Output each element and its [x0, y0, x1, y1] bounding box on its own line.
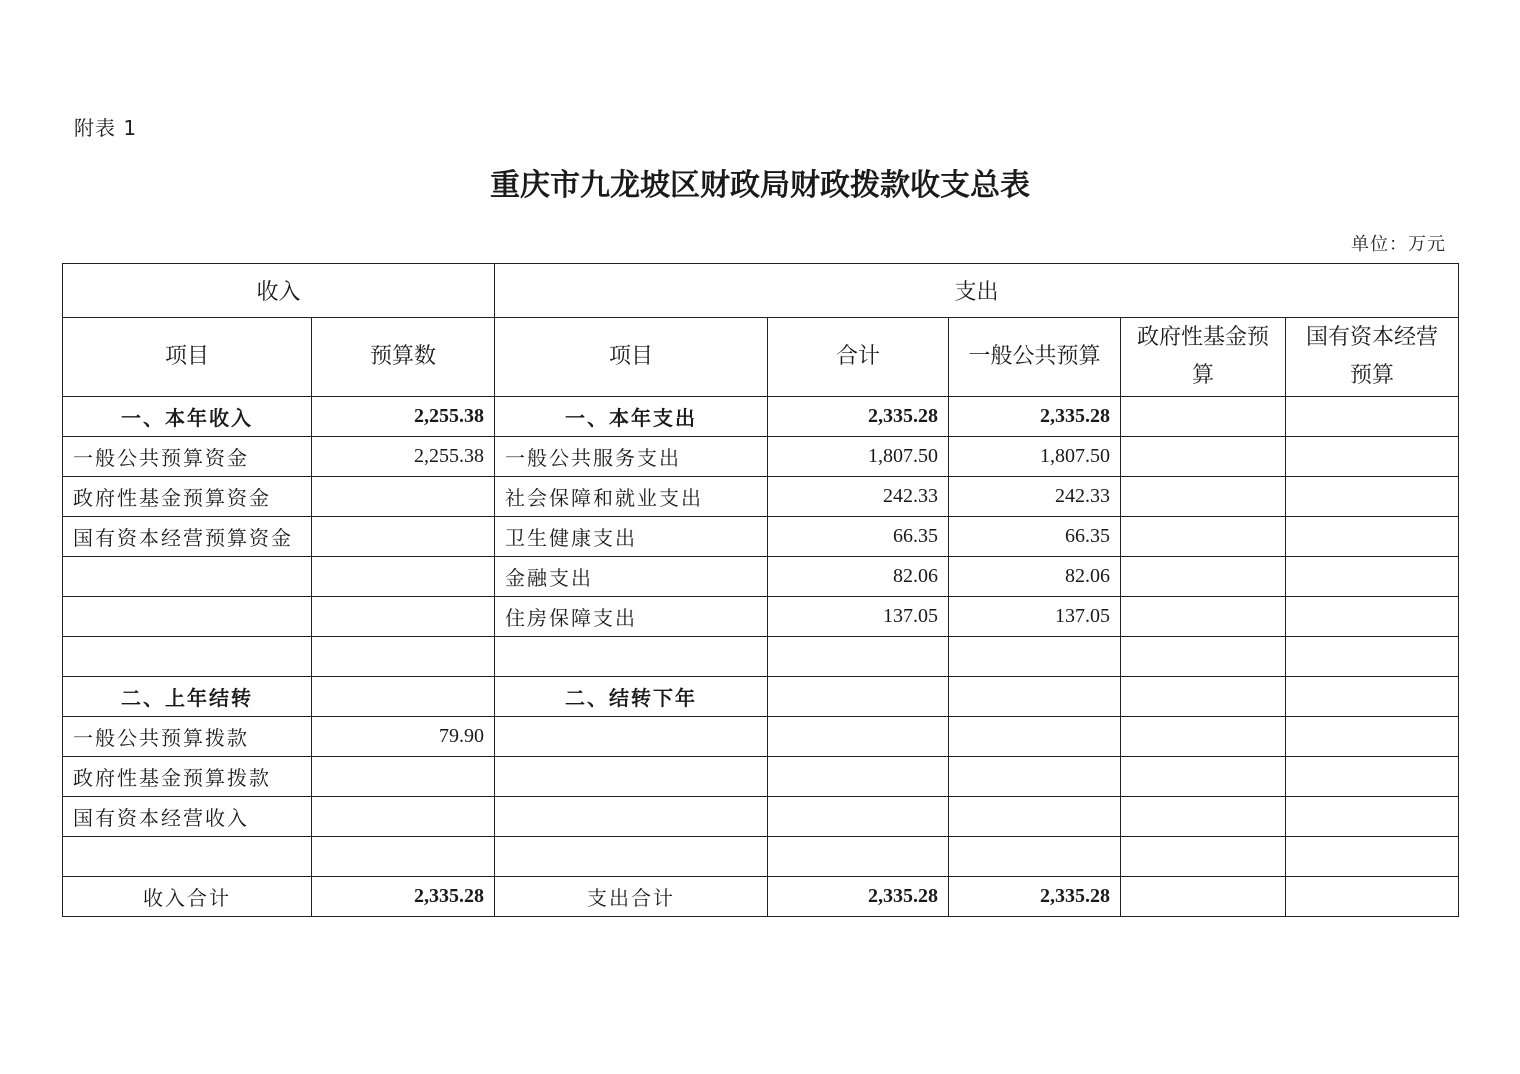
gov-fund-budget-cell [1121, 637, 1286, 677]
gov-fund-budget-cell [1121, 397, 1286, 437]
income-value-cell: 79.90 [312, 717, 495, 757]
section-header-row [63, 264, 1459, 318]
gov-fund-budget-cell [1121, 437, 1286, 477]
total-cell [768, 757, 949, 797]
state-capital-budget-header: 国有资本经营预算 [1286, 318, 1459, 397]
state-capital-budget-cell [1286, 797, 1459, 837]
table-row [63, 477, 1459, 517]
income-value-cell: 2,255.38 [312, 397, 495, 437]
state-capital-budget-cell [1286, 757, 1459, 797]
gov-fund-budget-header: 政府性基金预算 [1121, 318, 1286, 397]
general-budget-cell [949, 757, 1121, 797]
table-row [63, 797, 1459, 837]
expense-item-cell: 一般公共服务支出 [495, 437, 768, 477]
income-item-cell: 一般公共预算资金 [63, 437, 312, 477]
income-value-cell [312, 797, 495, 837]
budget-table [62, 263, 1459, 917]
total-cell [768, 837, 949, 877]
income-item-cell [63, 637, 312, 677]
expense-item-cell: 一、本年支出 [495, 397, 768, 437]
expense-item-cell: 社会保障和就业支出 [495, 477, 768, 517]
income-value-cell [312, 837, 495, 877]
table-row [63, 677, 1459, 717]
expense-item-cell: 卫生健康支出 [495, 517, 768, 557]
column-header-row [63, 318, 1459, 397]
income-item-cell: 政府性基金预算拨款 [63, 757, 312, 797]
gov-fund-budget-cell [1121, 837, 1286, 877]
total-cell: 242.33 [768, 477, 949, 517]
gov-fund-budget-cell [1121, 677, 1286, 717]
general-budget-cell: 82.06 [949, 557, 1121, 597]
income-value-cell: 2,255.38 [312, 437, 495, 477]
income-value-cell [312, 597, 495, 637]
income-value-cell [312, 517, 495, 557]
total-cell [768, 797, 949, 837]
income-item-header: 项目 [63, 318, 312, 397]
expense-item-cell [495, 797, 768, 837]
gov-fund-budget-cell [1121, 597, 1286, 637]
state-capital-budget-cell [1286, 397, 1459, 437]
total-cell [768, 677, 949, 717]
general-budget-cell: 137.05 [949, 597, 1121, 637]
expense-item-header: 项目 [495, 318, 768, 397]
total-cell: 66.35 [768, 517, 949, 557]
general-budget-header: 一般公共预算 [949, 318, 1121, 397]
income-item-cell: 一般公共预算拨款 [63, 717, 312, 757]
income-value-cell [312, 477, 495, 517]
income-item-cell: 收入合计 [63, 877, 312, 917]
table-row [63, 757, 1459, 797]
total-cell: 2,335.28 [768, 397, 949, 437]
table-row [63, 397, 1459, 437]
gov-fund-budget-cell [1121, 557, 1286, 597]
income-value-cell: 2,335.28 [312, 877, 495, 917]
income-value-cell [312, 677, 495, 717]
state-capital-budget-cell [1286, 717, 1459, 757]
total-header: 合计 [768, 318, 949, 397]
state-capital-budget-cell [1286, 837, 1459, 877]
state-capital-budget-cell [1286, 517, 1459, 557]
general-budget-cell: 2,335.28 [949, 877, 1121, 917]
general-budget-cell [949, 637, 1121, 677]
expense-item-cell [495, 757, 768, 797]
income-value-cell [312, 757, 495, 797]
total-cell: 1,807.50 [768, 437, 949, 477]
table-row [63, 717, 1459, 757]
gov-fund-budget-cell [1121, 877, 1286, 917]
state-capital-budget-cell [1286, 477, 1459, 517]
income-item-cell [63, 837, 312, 877]
income-item-cell: 国有资本经营收入 [63, 797, 312, 837]
page-title: 重庆市九龙坡区财政局财政拨款收支总表 [490, 168, 1030, 203]
income-item-cell [63, 557, 312, 597]
table-row [63, 437, 1459, 477]
expense-item-cell [495, 637, 768, 677]
gov-fund-budget-cell [1121, 757, 1286, 797]
expense-item-cell [495, 837, 768, 877]
table-row [63, 557, 1459, 597]
expense-item-cell: 金融支出 [495, 557, 768, 597]
income-header: 收入 [63, 264, 495, 318]
total-cell: 137.05 [768, 597, 949, 637]
expense-header: 支出 [495, 264, 1459, 318]
expense-item-cell [495, 717, 768, 757]
table-row [63, 837, 1459, 877]
general-budget-cell [949, 797, 1121, 837]
attachment-label: 附表 1 [74, 116, 138, 140]
general-budget-cell: 1,807.50 [949, 437, 1121, 477]
total-cell [768, 637, 949, 677]
gov-fund-budget-cell [1121, 717, 1286, 757]
expense-item-cell: 支出合计 [495, 877, 768, 917]
gov-fund-budget-cell [1121, 797, 1286, 837]
gov-fund-budget-cell [1121, 517, 1286, 557]
income-item-cell [63, 597, 312, 637]
income-item-cell: 国有资本经营预算资金 [63, 517, 312, 557]
table-row [63, 517, 1459, 557]
general-budget-cell: 242.33 [949, 477, 1121, 517]
table-row [63, 597, 1459, 637]
general-budget-cell [949, 717, 1121, 757]
unit-label: 单位：万元 [1351, 234, 1446, 255]
table-row [63, 637, 1459, 677]
income-item-cell: 二、上年结转 [63, 677, 312, 717]
total-cell [768, 717, 949, 757]
state-capital-budget-cell [1286, 437, 1459, 477]
income-value-cell [312, 637, 495, 677]
expense-item-cell: 住房保障支出 [495, 597, 768, 637]
general-budget-cell: 2,335.28 [949, 397, 1121, 437]
income-value-cell [312, 557, 495, 597]
general-budget-cell: 66.35 [949, 517, 1121, 557]
total-cell: 82.06 [768, 557, 949, 597]
income-item-cell: 一、本年收入 [63, 397, 312, 437]
income-item-cell: 政府性基金预算资金 [63, 477, 312, 517]
state-capital-budget-cell [1286, 677, 1459, 717]
state-capital-budget-cell [1286, 597, 1459, 637]
expense-item-cell: 二、结转下年 [495, 677, 768, 717]
general-budget-cell [949, 677, 1121, 717]
gov-fund-budget-cell [1121, 477, 1286, 517]
state-capital-budget-cell [1286, 877, 1459, 917]
income-budget-header: 预算数 [312, 318, 495, 397]
table-row [63, 877, 1459, 917]
general-budget-cell [949, 837, 1121, 877]
state-capital-budget-cell [1286, 557, 1459, 597]
state-capital-budget-cell [1286, 637, 1459, 677]
total-cell: 2,335.28 [768, 877, 949, 917]
